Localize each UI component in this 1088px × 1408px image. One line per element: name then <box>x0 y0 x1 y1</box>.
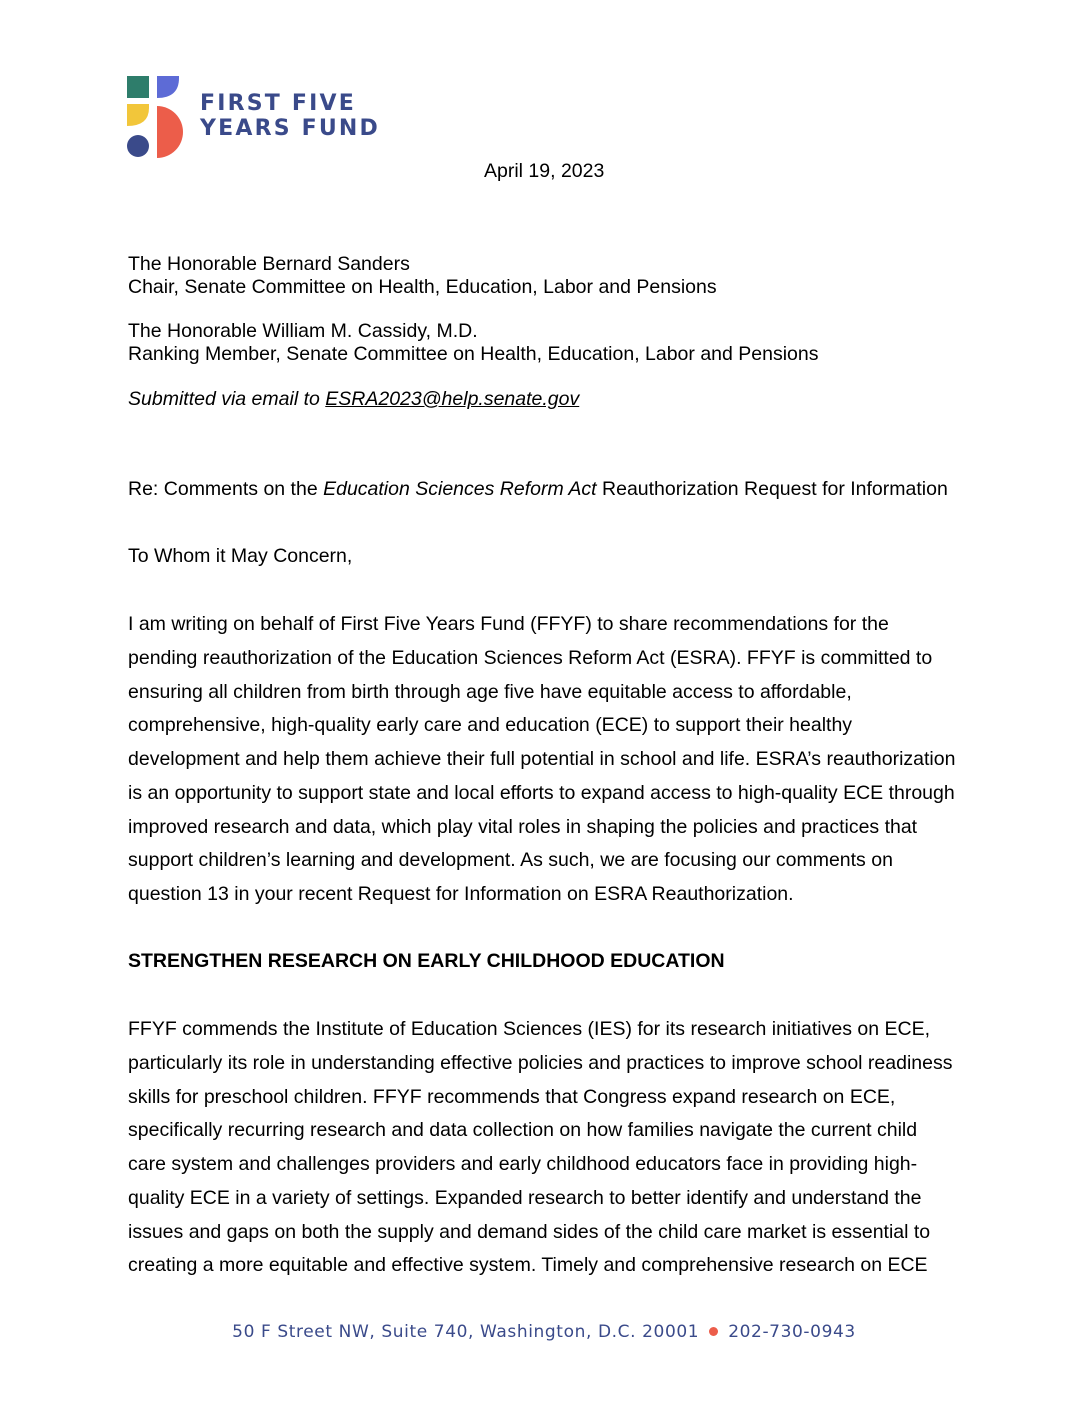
footer-address: 50 F Street NW, Suite 740, Washington, D.C. 20001 <box>232 1322 700 1342</box>
paragraph-line: comprehensive, high-quality early care and education (ECE) to support their healthy <box>128 714 853 737</box>
subject-prefix: Re: Comments on the <box>128 478 324 500</box>
paragraph-line: pending reauthorization of the Education Sciences Reform Act (ESRA). FFYF is committed to <box>128 646 933 669</box>
recipient-name: The Honorable William M. Cassidy, M.D. <box>128 320 478 342</box>
body-paragraph-1 <box>128 608 968 912</box>
recipient-title: Chair, Senate Committee on Health, Education, Labor and Pensions <box>128 276 717 298</box>
paragraph-line: quality ECE in a variety of settings. Expanded research to better identify and understand the <box>128 1186 922 1209</box>
section-heading: STRENGTHEN RESEARCH ON EARLY CHILDHOOD EDUCATION <box>128 950 725 972</box>
paragraph-line: creating a more equitable and effective system. Timely and comprehensive research on ECE <box>128 1254 928 1277</box>
paragraph-line: particularly its role in understanding effective policies and practices to improve school readiness <box>128 1051 953 1074</box>
salutation: To Whom it May Concern, <box>128 545 353 567</box>
paragraph-line: development and help them achieve their full potential in school and life. ESRA’s reauthorization <box>128 748 956 770</box>
body-paragraph-2 <box>128 1013 968 1283</box>
paragraph-line: I am writing on behalf of First Five Years Fund (FFYF) to share recommendations for the <box>128 613 889 635</box>
separator-dot-icon <box>709 1327 718 1336</box>
submission-email-link[interactable]: ESRA2023@help.senate.gov <box>325 388 580 410</box>
paragraph-line: care system and challenges providers and early childhood educators face in providing high- <box>128 1153 918 1175</box>
footer-phone: 202-730-0943 <box>728 1322 856 1342</box>
paragraph-line: question 13 in your recent Request for Information on ESRA Reauthorization. <box>128 883 794 905</box>
submission-prefix: Submitted via email to <box>128 388 326 410</box>
logo-line-1: FIRST FIVE <box>200 91 356 116</box>
recipient-name: The Honorable Bernard Sanders <box>128 253 410 275</box>
paragraph-line: specifically recurring research and data collection on how families navigate the current child <box>128 1119 918 1142</box>
logo-mark-icon <box>127 76 183 158</box>
paragraph-line: issues and gaps on both the supply and demand sides of the child care market is essential to <box>128 1220 931 1243</box>
subject-act-title: Education Sciences Reform Act <box>323 478 597 500</box>
organization-logo <box>127 76 397 160</box>
letterhead-footer <box>0 1322 1088 1342</box>
recipient-2 <box>128 320 819 366</box>
paragraph-line: skills for preschool children. FFYF recommends that Congress expand research on ECE, <box>128 1085 896 1108</box>
subject-suffix: Reauthorization Request for Information <box>596 478 948 500</box>
subject-line <box>128 478 948 501</box>
paragraph-line: ensuring all children from birth through age five have equitable access to affordable, <box>128 680 852 703</box>
letter-date: April 19, 2023 <box>484 160 605 182</box>
recipient-title: Ranking Member, Senate Committee on Health, Education, Labor and Pensions <box>128 343 819 365</box>
paragraph-line: FFYF commends the Institute of Education Sciences (IES) for its research initiatives on ECE, <box>128 1018 930 1040</box>
logo-wordmark <box>200 91 380 141</box>
paragraph-line: is an opportunity to support state and local efforts to expand access to high-quality ECE through <box>128 781 955 804</box>
logo-line-2: YEARS FUND <box>200 116 380 141</box>
recipient-1 <box>128 253 717 299</box>
paragraph-line: improved research and data, which play vital roles in shaping the policies and practices that <box>128 815 918 838</box>
submission-note <box>128 388 579 411</box>
paragraph-line: support children’s learning and development. As such, we are focusing our comments on <box>128 849 893 872</box>
